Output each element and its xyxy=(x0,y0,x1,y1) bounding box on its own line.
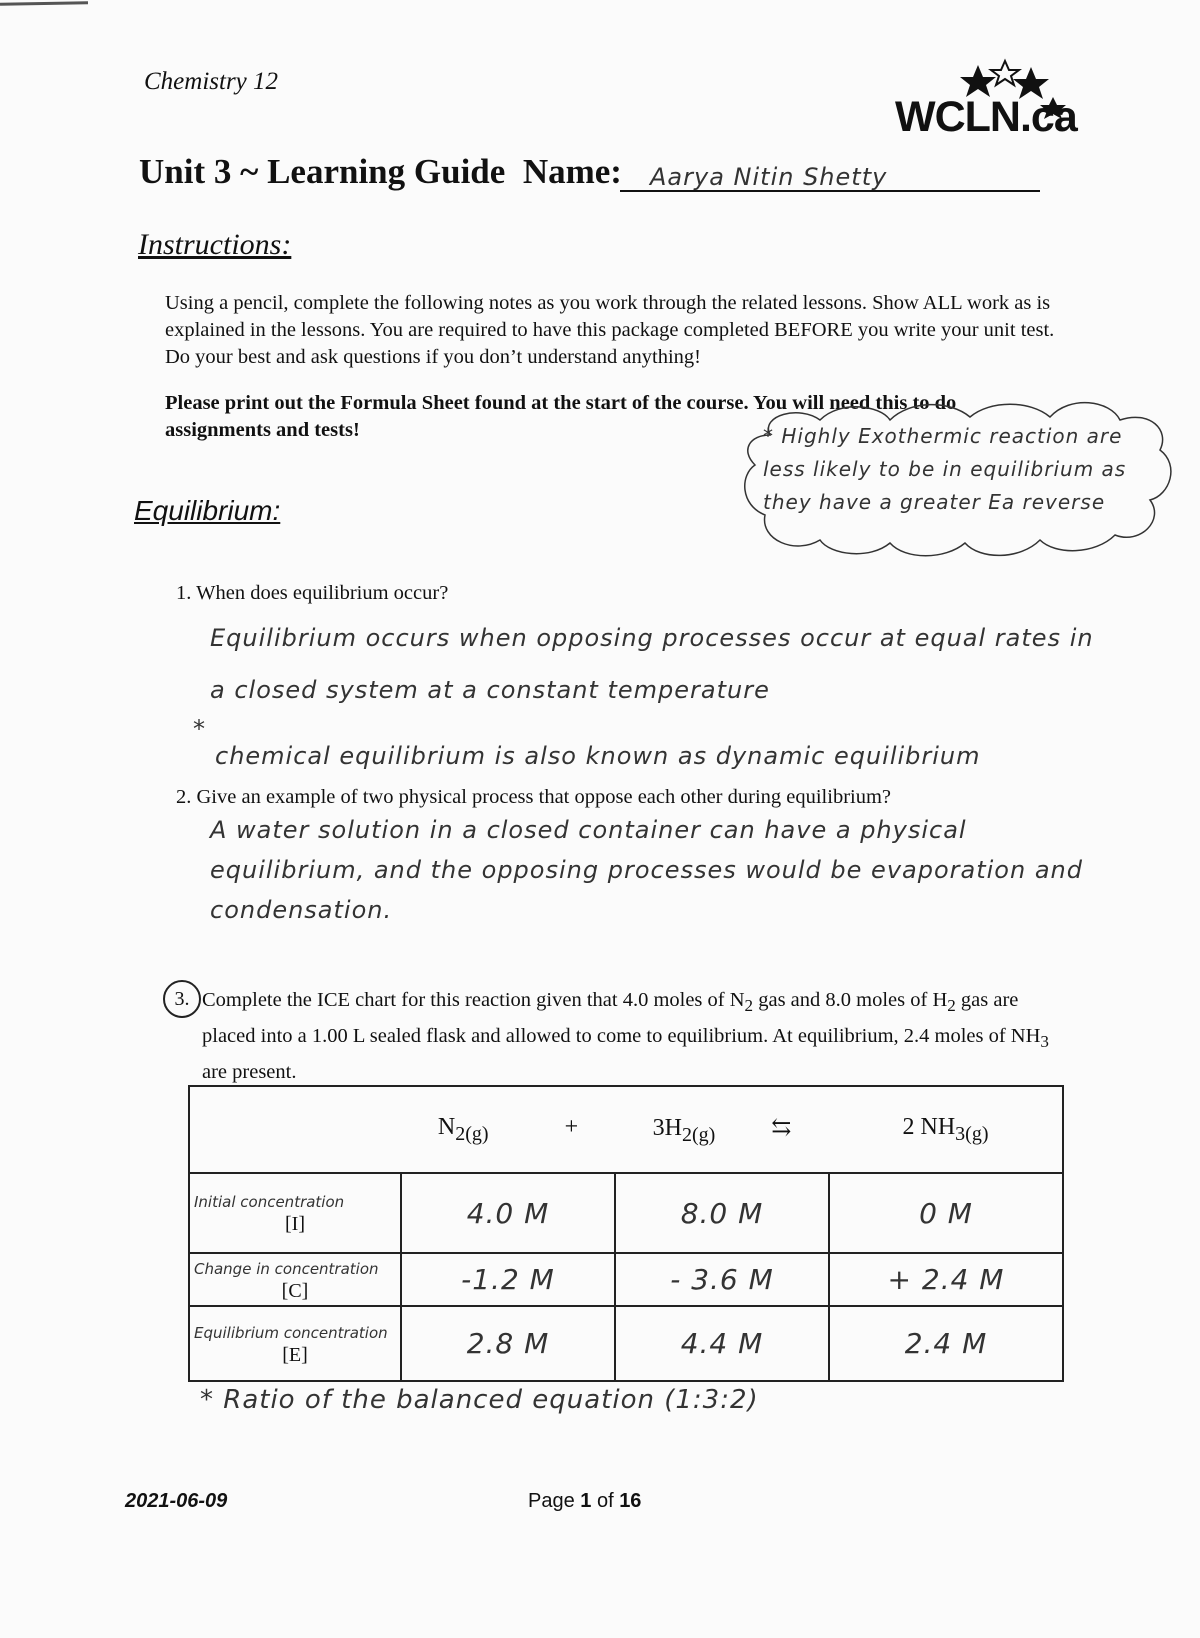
ice-row-equilibrium xyxy=(189,1306,1063,1381)
ice-row-initial xyxy=(189,1173,1063,1253)
ice-row-label: Equilibrium concentration [E] xyxy=(189,1306,401,1381)
ice-chart-table xyxy=(188,1085,1064,1382)
ice-cell-h2-equilibrium: 4.4 M xyxy=(615,1306,829,1381)
question-2: 2. Give an example of two physical process that oppose each other during equilibrium? xyxy=(176,786,892,808)
answer-1: Equilibrium occurs when opposing processes occur at equal rates in a closed system at a constant temperature xyxy=(210,624,1094,704)
ice-cell-n2-initial: 4.0 M xyxy=(401,1173,615,1253)
section-heading-equilibrium: Equilibrium: xyxy=(134,495,281,526)
cloud-note: * Highly Exothermic reaction are less likely to be in equilibrium as they have a greater Ea reverse xyxy=(763,424,1127,514)
instructions-paragraph: Using a pencil, complete the following notes as you work through the related lessons. Show ALL work as is explained in the lessons. You are required to have this package completed BEFORE you write your unit test. Do your best and ask questions if you don’t understand anything! xyxy=(165,292,1055,368)
ice-cell-nh3-change: + 2.4 M xyxy=(829,1253,1063,1306)
ice-cell-h2-change: - 3.6 M xyxy=(615,1253,829,1306)
ice-row-label: Initial concentration [I] xyxy=(189,1173,401,1253)
scan-mark xyxy=(0,1,88,6)
ice-cell-n2-equilibrium: 2.8 M xyxy=(401,1306,615,1381)
ice-header-nh3: 2 $NH_{3(g)}$ xyxy=(829,1086,1063,1173)
question-3-number-circled: 3. xyxy=(163,980,201,1018)
footer-date: 2021-06-09 xyxy=(125,1490,228,1512)
course-title: Chemistry 12 xyxy=(144,68,279,95)
plus-sign: + xyxy=(564,1113,579,1140)
ratio-note: * Ratio of the balanced equation (1:3:2) xyxy=(200,1385,759,1415)
question-3: Complete the ICE chart for this reaction given that 4.0 moles of $N_2$ gas and 8.0 moles of $H_2$ gas are placed into a 1.00 L sealed flask and allowed to come to equilibrium. At equilibrium, 2.4 moles of $NH_3$ are present. xyxy=(202,989,1049,1084)
instructions-heading: Instructions: xyxy=(138,228,292,261)
ice-header-h2: $3H_{2(g)}$ ⇆ xyxy=(615,1086,829,1173)
question-1: 1. When does equilibrium occur? xyxy=(176,582,449,604)
ice-header-n2: $N_{2(g)}$ + xyxy=(401,1086,615,1173)
wcln-logo-text: WCLN.ca xyxy=(895,93,1077,141)
ice-cell-nh3-initial: 0 M xyxy=(829,1173,1063,1253)
ice-row-change xyxy=(189,1253,1063,1306)
answer-2: A water solution in a closed container can have a physical equilibrium, and the opposing processes would be evaporation and condensation. xyxy=(210,816,1083,924)
ice-row-label: Change in concentration [C] xyxy=(189,1253,401,1306)
name-field-value: Aarya Nitin Shetty xyxy=(650,163,888,191)
name-label: Name: xyxy=(522,152,622,191)
page-title: Unit 3 ~ Learning Guide Name: xyxy=(139,152,622,191)
ice-cell-h2-initial: 8.0 M xyxy=(615,1173,829,1253)
answer-1-note: chemical equilibrium is also known as dynamic equilibrium xyxy=(215,742,981,770)
ice-header-empty xyxy=(189,1086,401,1173)
ice-header-row xyxy=(189,1086,1063,1173)
equilibrium-arrow-icon: ⇆ xyxy=(771,1114,792,1141)
footer-page-number: Page 1 of 16 xyxy=(528,1490,642,1512)
asterisk-note-marker: * xyxy=(193,715,206,743)
formula-sheet-note: Please print out the Formula Sheet found at the start of the course. You will need this to do assignments and tests! xyxy=(165,392,957,441)
ice-cell-n2-change: -1.2 M xyxy=(401,1253,615,1306)
ice-cell-nh3-equilibrium: 2.4 M xyxy=(829,1306,1063,1381)
